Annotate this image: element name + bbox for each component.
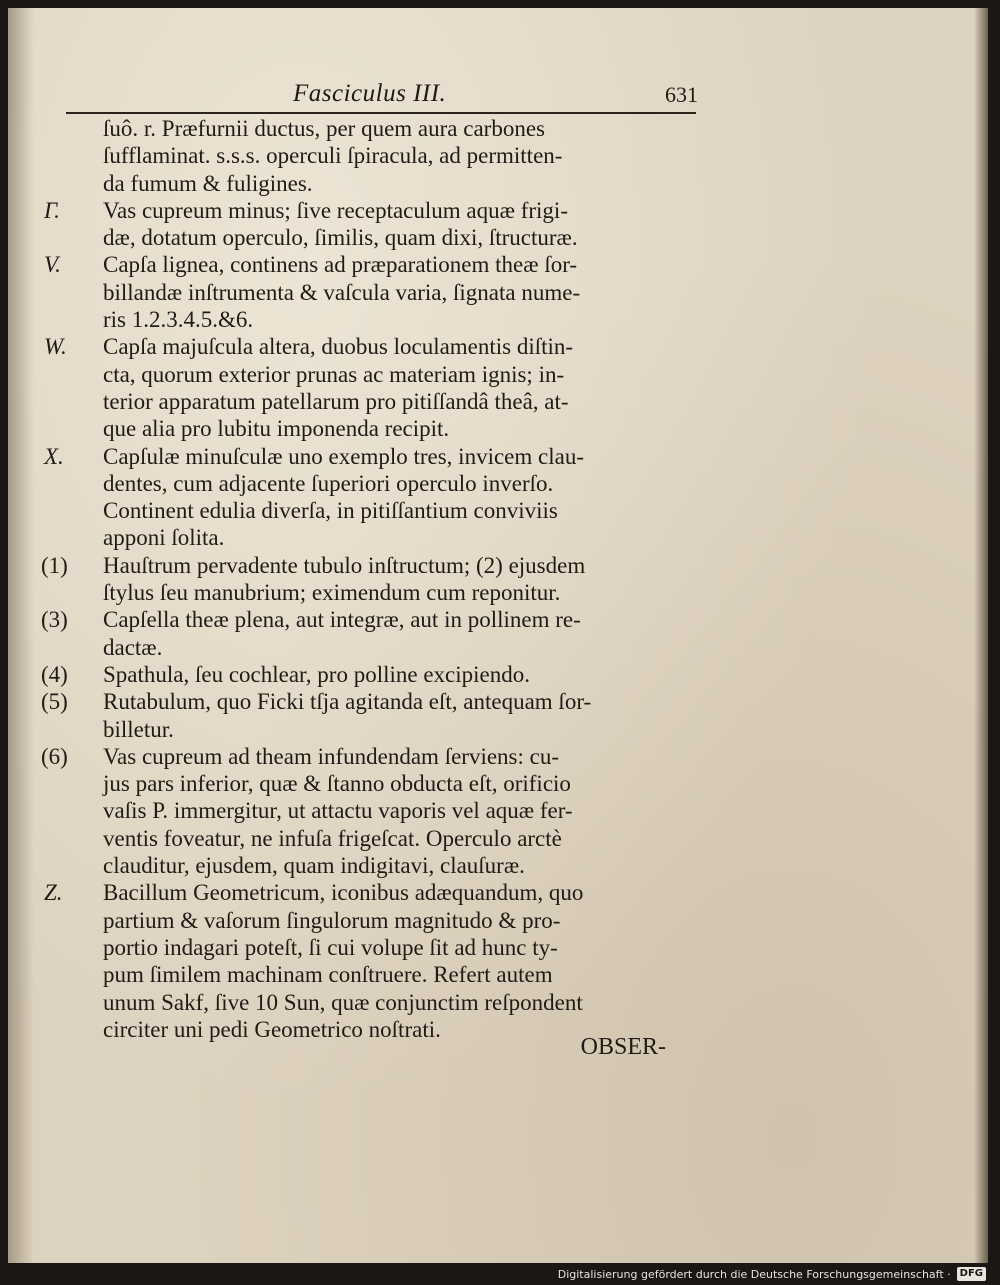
entry-label: X. — [44, 443, 64, 469]
text-line — [8, 497, 708, 524]
entry-label: (3) — [41, 607, 68, 633]
page-header — [78, 78, 698, 108]
line-text: ſtylus ſeu manubrium; eximendum cum reponitur. — [103, 580, 561, 606]
entry-label: V. — [44, 252, 61, 278]
body-text — [8, 115, 708, 1043]
line-text: Continent edulia diverſa, in pitiſſantium conviviis — [103, 498, 558, 524]
text-line — [8, 388, 708, 415]
line-text: portio indagari poteſt, ſi cui volupe ſit ad hunc ty- — [103, 934, 558, 960]
text-line — [8, 961, 708, 988]
line-text: unum Sakf, ſive 10 Sun, quæ conjunctim reſpondent — [103, 989, 583, 1015]
text-line — [8, 825, 708, 852]
text-line — [8, 415, 708, 442]
line-text: clauditur, ejusdem, quam indigitavi, clauſuræ. — [103, 853, 525, 879]
entry-label: Z. — [44, 880, 63, 906]
text-line — [8, 470, 708, 497]
text-line — [8, 306, 708, 333]
entry-label: (1) — [41, 552, 68, 578]
text-line — [8, 142, 708, 169]
text-line — [8, 634, 708, 661]
text-line — [8, 443, 708, 470]
line-text: Vas cupreum ad theam infundendam ſerviens: cu- — [103, 743, 560, 769]
line-text: Capſulæ minuſculæ uno exemplo tres, invicem clau- — [103, 443, 584, 469]
text-line — [8, 579, 708, 606]
entry-label: (5) — [41, 689, 68, 715]
page-number: 631 — [665, 82, 698, 107]
catchword: OBSER- — [580, 1034, 666, 1060]
line-text: Vas cupreum minus; ſive receptaculum aquæ frigi- — [103, 197, 568, 223]
header-rule — [66, 112, 696, 114]
line-text: circiter uni pedi Geometrico noſtrati. — [103, 1016, 441, 1042]
book-page — [8, 8, 988, 1263]
entry-label: (4) — [41, 661, 68, 687]
text-line — [8, 606, 708, 633]
text-line — [8, 661, 708, 688]
text-line — [8, 907, 708, 934]
line-text: que alia pro lubitu imponenda recipit. — [103, 416, 450, 442]
entry-label: Γ. — [44, 197, 60, 223]
line-text: apponi ſolita. — [103, 525, 225, 551]
line-text: Spathula, ſeu cochlear, pro polline excipiendo. — [103, 661, 530, 687]
entry-label: (6) — [41, 743, 68, 769]
text-line — [8, 716, 708, 743]
text-line — [8, 524, 708, 551]
text-line — [8, 552, 708, 579]
text-line — [8, 361, 708, 388]
text-line — [8, 797, 708, 824]
text-line — [8, 115, 708, 142]
line-text: jus pars inferior, quæ & ſtanno obducta eſt, orificio — [103, 771, 571, 797]
credit-text: Digitalisierung gefördert durch die Deutsche Forschungsgemeinschaft · — [557, 1267, 951, 1281]
line-text: Capſa majuſcula altera, duobus loculamentis diſtin- — [103, 334, 574, 360]
line-text: dæ, dotatum operculo, ſimilis, quam dixi, ſtructuræ. — [103, 225, 578, 251]
text-line — [8, 879, 708, 906]
digitization-credit — [558, 1265, 986, 1283]
line-text: ſufflaminat. s.s.s. operculi ſpiracula, ad permitten- — [103, 143, 563, 169]
text-line — [8, 743, 708, 770]
line-text: partium & vaſorum ſingulorum magnitudo & pro- — [103, 907, 561, 933]
line-text: vaſis P. immergitur, ut attactu vaporis vel aquæ fer- — [103, 798, 573, 824]
text-line — [8, 333, 708, 360]
dfg-logo: DFG — [957, 1267, 986, 1281]
running-title: Fasciculus III. — [293, 80, 447, 107]
line-text: pum ſimilem machinam conſtruere. Refert autem — [103, 962, 553, 988]
text-line — [8, 934, 708, 961]
entry-label: W. — [44, 334, 67, 360]
text-line — [8, 852, 708, 879]
text-line — [8, 197, 708, 224]
text-line — [8, 170, 708, 197]
line-text: dactæ. — [103, 634, 163, 660]
text-line — [8, 279, 708, 306]
line-text: Rutabulum, quo Ficki tſja agitanda eſt, antequam ſor- — [103, 689, 592, 715]
line-text: ſuô. r. Præfurnii ductus, per quem aura carbones — [103, 116, 545, 141]
line-text: dentes, cum adjacente ſuperiori operculo inverſo. — [103, 470, 554, 496]
line-text: billetur. — [103, 716, 174, 742]
text-line — [8, 251, 708, 278]
text-line — [8, 224, 708, 251]
text-line — [8, 770, 708, 797]
line-text: Hauſtrum pervadente tubulo inſtructum; (2) ejusdem — [103, 552, 586, 578]
line-text: Capſa lignea, continens ad præparationem theæ ſor- — [103, 252, 578, 278]
line-text: Bacillum Geometricum, iconibus adæquandum, quo — [103, 880, 584, 906]
line-text: da fumum & fuligines. — [103, 170, 313, 196]
text-line — [8, 989, 708, 1016]
line-text: billandæ inſtrumenta & vaſcula varia, ſignata nume- — [103, 279, 581, 305]
line-text: ventis foveatur, ne infuſa frigeſcat. Operculo arctè — [103, 825, 562, 851]
page-edge-shadow — [974, 8, 988, 1263]
line-text: Capſella theæ plena, aut integræ, aut in pollinem re- — [103, 607, 581, 633]
line-text: ris 1.2.3.4.5.&6. — [103, 307, 254, 333]
line-text: cta, quorum exterior prunas ac materiam ignis; in- — [103, 361, 565, 387]
line-text: terior apparatum patellarum pro pitiſſandâ theâ, at- — [103, 388, 569, 414]
text-line — [8, 688, 708, 715]
